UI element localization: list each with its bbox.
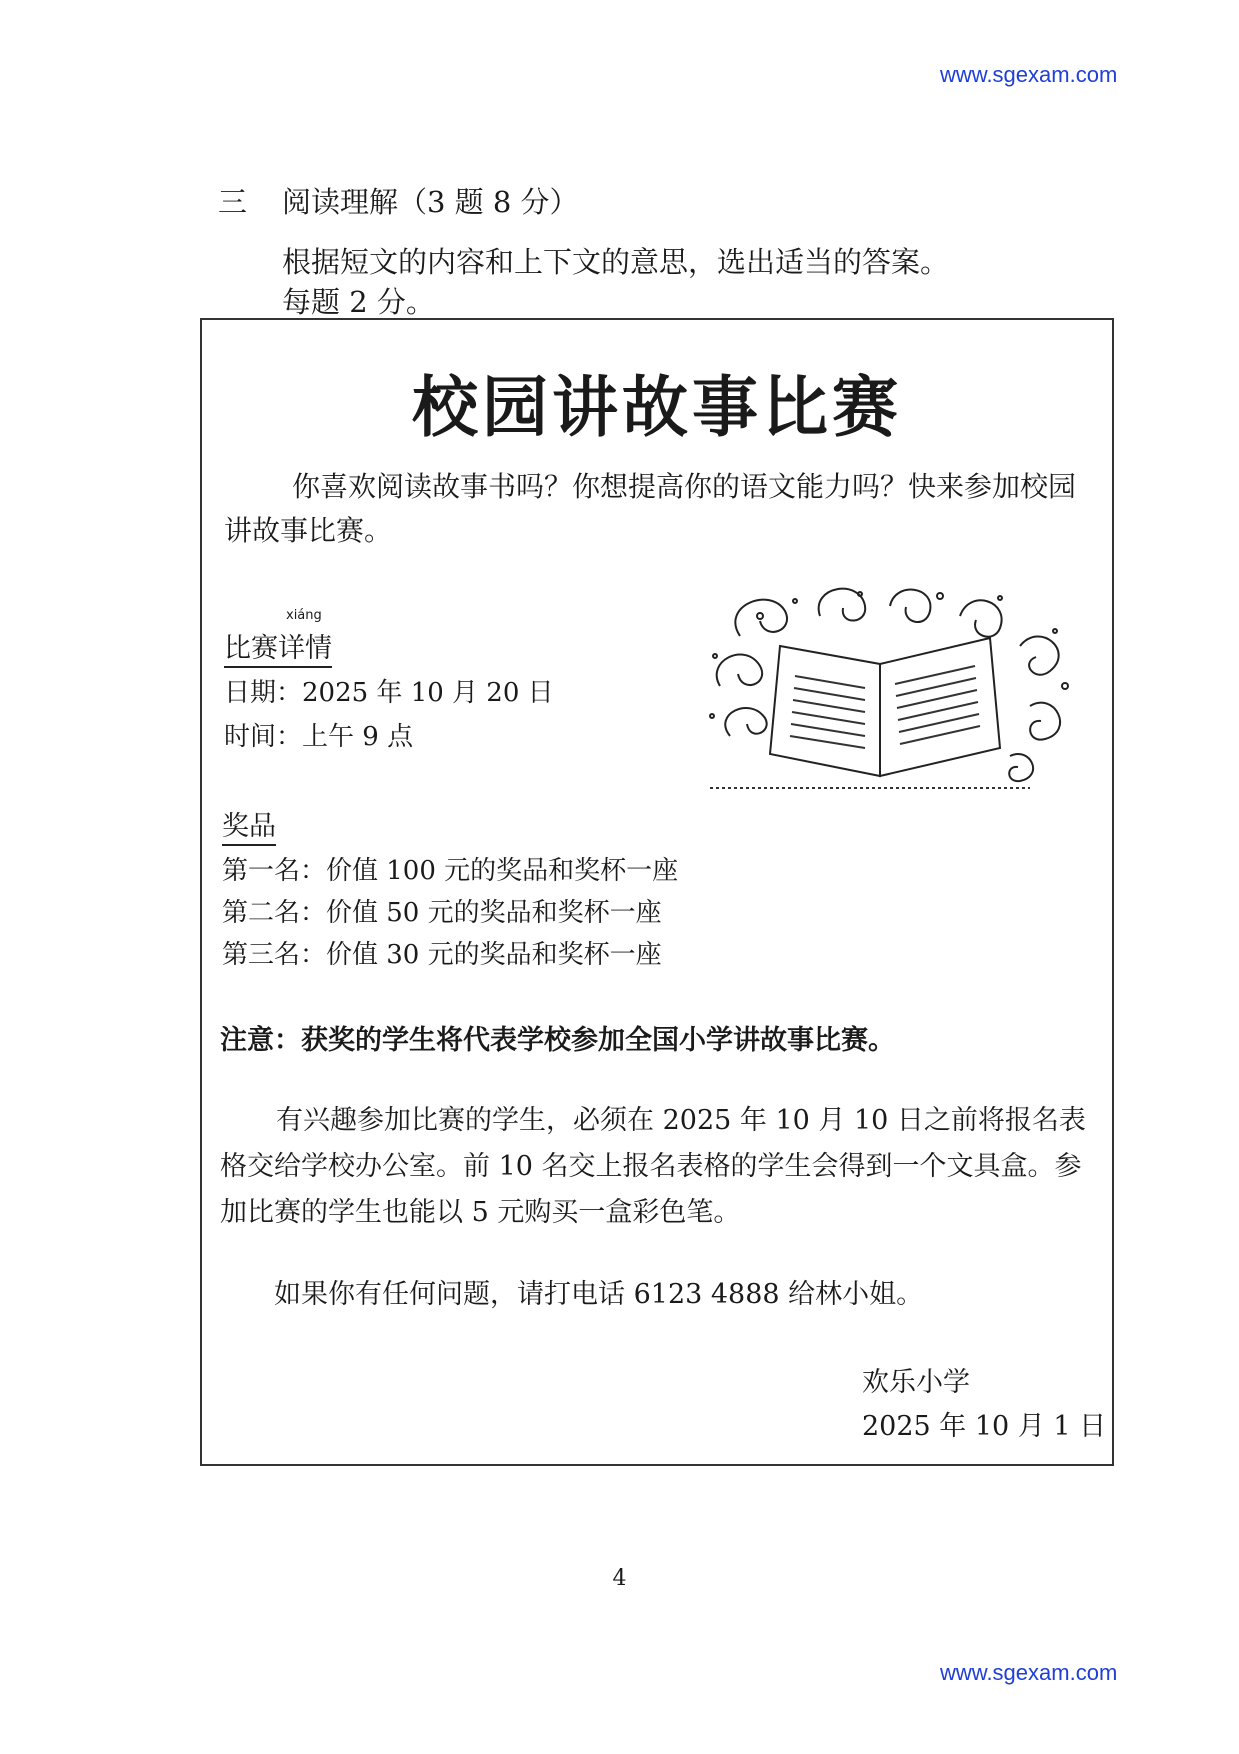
section-number: 三: [218, 185, 248, 219]
signature-org: 欢乐小学: [862, 1367, 970, 1398]
open-book-illustration: [700, 576, 1080, 796]
event-time: 时间：上午 9 点: [224, 722, 414, 752]
section-instruction: 根据短文的内容和上下文的意思，选出适当的答案。: [282, 245, 950, 279]
registration-paragraph: 有兴趣参加比赛的学生，必须在 2025 年 10 月 10 日之前将报名表格交给学校办公室。前 10 名交上报名表格的学生会得到一个文具盒。参加比赛的学生也能以 5 元购买一盒彩色笔。: [220, 1105, 1086, 1228]
watermark-bottom[interactable]: www.sgexam.com: [940, 1660, 1118, 1685]
poster-title: 校园讲故事比赛: [412, 368, 902, 446]
contact-line: 如果你有任何问题，请打电话 6123 4888 给林小姐。: [274, 1279, 924, 1310]
section-marks-note: 每题 2 分。: [282, 285, 435, 319]
prize-third: 第三名：价值 30 元的奖品和奖杯一座: [222, 940, 662, 970]
pinyin-annotation: xiáng: [286, 608, 322, 623]
watermark-top[interactable]: www.sgexam.com: [940, 62, 1118, 87]
prize-second: 第二名：价值 50 元的奖品和奖杯一座: [222, 898, 662, 928]
poster: [200, 318, 1114, 1466]
poster-intro: 你喜欢阅读故事书吗？你想提高你的语文能力吗？快来参加校园讲故事比赛。: [224, 470, 1077, 547]
event-date: 日期：2025 年 10 月 20 日: [224, 678, 554, 708]
prizes-heading: 奖品: [222, 804, 276, 846]
poster-note: 注意：获奖的学生将代表学校参加全国小学讲故事比赛。: [220, 1025, 895, 1056]
section-title: 阅读理解（3 题 8 分）: [282, 185, 579, 219]
details-heading: 比赛详情: [224, 626, 332, 668]
prize-first: 第一名：价值 100 元的奖品和奖杯一座: [222, 856, 679, 886]
page-number: 4: [612, 1566, 627, 1591]
signature-date: 2025 年 10 月 1 日: [862, 1411, 1107, 1442]
